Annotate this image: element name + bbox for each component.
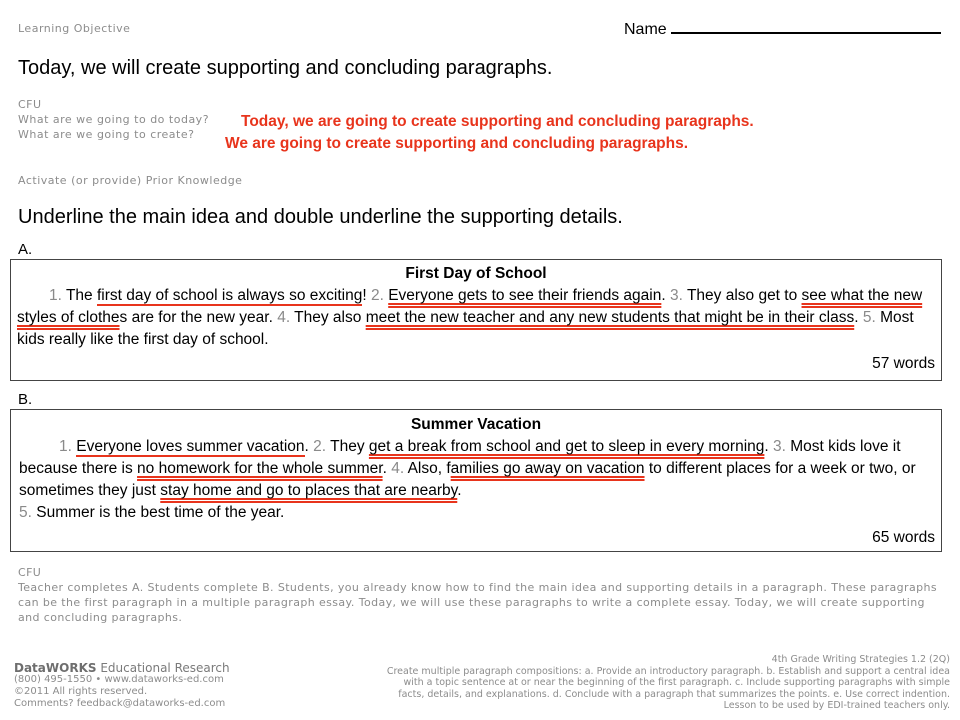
- detail-double-underline: Everyone gets to see their friends again: [388, 287, 662, 304]
- name-label: Name: [624, 21, 667, 38]
- detail-double-underline: stay home and go to places that are nearby: [160, 482, 458, 499]
- sentence-text: They also: [294, 309, 366, 326]
- detail-double-underline: get a break from school and get to sleep in every morning: [368, 438, 765, 455]
- paragraph-b-title: Summer Vacation: [410, 416, 542, 433]
- learning-objective-label: Learning Objective: [18, 22, 131, 35]
- standard-title: 4th Grade Writing Strategies 1.2 (2Q): [771, 654, 950, 665]
- name-field: [624, 18, 941, 39]
- copyright-line: ©2011 All rights reserved.: [14, 686, 148, 697]
- detail-double-underline: no homework for the whole summer: [137, 460, 383, 477]
- sentence-text: Most kids really like the first day of school.: [17, 309, 914, 348]
- paragraph-a-box: [10, 259, 942, 381]
- sentence-text: They: [330, 438, 369, 455]
- paragraph-b-body: [11, 436, 941, 524]
- sentence-number: 4.: [391, 460, 405, 477]
- sentence-text: s are for the new year.: [119, 309, 273, 326]
- cfu-2-label: CFU: [18, 566, 42, 579]
- sentence-text: .: [854, 309, 859, 326]
- contact-line: (800) 495-1550 • www.dataworks-ed.com: [14, 674, 224, 685]
- cfu-question-2: What are we going to create?: [18, 128, 195, 141]
- sentence-text: to different places for a week or two, or sometimes they just: [19, 460, 916, 499]
- brand-name: DataWORKS: [14, 661, 97, 675]
- cfu-answer-1: Today, we are going to create supporting and concluding paragraphs.: [241, 113, 754, 130]
- sentence-text: .: [304, 438, 309, 455]
- sentence-number: 5.: [19, 504, 32, 521]
- sentence-text: Most kids love it because there is: [19, 438, 901, 477]
- paragraph-a-body: [11, 285, 941, 351]
- main-idea-underline: first day of school is always so exciting: [96, 287, 363, 304]
- brand-suffix: Educational Research: [96, 661, 230, 675]
- main-idea-underline: Everyone loves summer vacation: [76, 438, 305, 455]
- paragraph-a-word-count: 57 words: [872, 355, 935, 372]
- detail-double-underline: see what the new styles of clothe: [17, 287, 923, 326]
- dataworks-logo: [14, 662, 274, 674]
- standard-line-3: facts, details, and explanations. d. Conclude with a paragraph that summarizes the points. e. Use correct indention.: [398, 688, 950, 700]
- sentence-text: Summer is the best time of the year.: [36, 504, 285, 521]
- cfu-answer-2: We are going to create supporting and concluding paragraphs.: [225, 135, 689, 152]
- sentence-number: 2.: [370, 287, 384, 304]
- objective-text: Today, we will create supporting and concluding paragraphs.: [18, 57, 553, 79]
- sentence-number: 5.: [862, 309, 876, 326]
- cfu-2-block: [18, 565, 948, 625]
- instruction-text: Underline the main idea and double underline the supporting details.: [18, 206, 623, 228]
- sentence-text: .: [764, 438, 769, 455]
- sentence-text: The: [65, 287, 97, 304]
- sentence-number: 1.: [59, 438, 72, 455]
- cfu-question-1: What are we going to do today?: [18, 113, 210, 126]
- dataworks-footer: [14, 662, 274, 710]
- standard-line-2: with a topic sentence at or near the beginning of the first paragraph. c. Include supporting paragraphs with simple: [403, 677, 950, 688]
- sentence-text: .: [457, 482, 462, 499]
- sentence-text: They also get to: [686, 287, 802, 304]
- paragraph-b-box: [10, 409, 942, 552]
- sentence-text: !: [362, 287, 367, 304]
- detail-double-underline: amilies go away on vacation: [450, 460, 645, 477]
- detail-double-underline: meet the new teacher and any new students that might be in their class: [365, 309, 855, 326]
- standard-footer: [300, 654, 950, 712]
- sentence-number: 3.: [773, 438, 786, 455]
- sentence-number: 4.: [277, 309, 291, 326]
- comments-line: Comments? feedback@dataworks-ed.com: [14, 698, 226, 709]
- sentence-text: .: [382, 460, 387, 477]
- cfu-label: CFU: [18, 98, 42, 111]
- sentence-number: 3.: [669, 287, 683, 304]
- paragraph-a-title: First Day of School: [405, 265, 547, 282]
- paragraph-a-letter: A.: [18, 241, 33, 258]
- prior-knowledge-label: Activate (or provide) Prior Knowledge: [18, 174, 243, 187]
- name-blank-line: [671, 18, 941, 34]
- sentence-number: 2.: [313, 438, 327, 455]
- standard-line-4: Lesson to be used by EDI-trained teachers only.: [723, 700, 950, 711]
- standard-line-1: Create multiple paragraph compositions: a. Provide an introductory paragraph. b. Establish and support a central idea: [386, 665, 950, 677]
- sentence-number: 1.: [49, 287, 62, 304]
- paragraph-b-word-count: 65 words: [872, 529, 935, 546]
- paragraph-b-letter: B.: [18, 391, 33, 408]
- cfu-2-text: Teacher completes A. Students complete B. Students, you already know how to find the main idea and supporting details in a paragraph. These paragraphs can be the first paragraph in a multiple paragraph essay. Today, we will use these paragraphs to write a complete essay. Today, we will create supporting and concluding paragraphs.: [18, 581, 937, 624]
- sentence-text: .: [661, 287, 666, 304]
- sentence-text: Also, f: [407, 460, 451, 477]
